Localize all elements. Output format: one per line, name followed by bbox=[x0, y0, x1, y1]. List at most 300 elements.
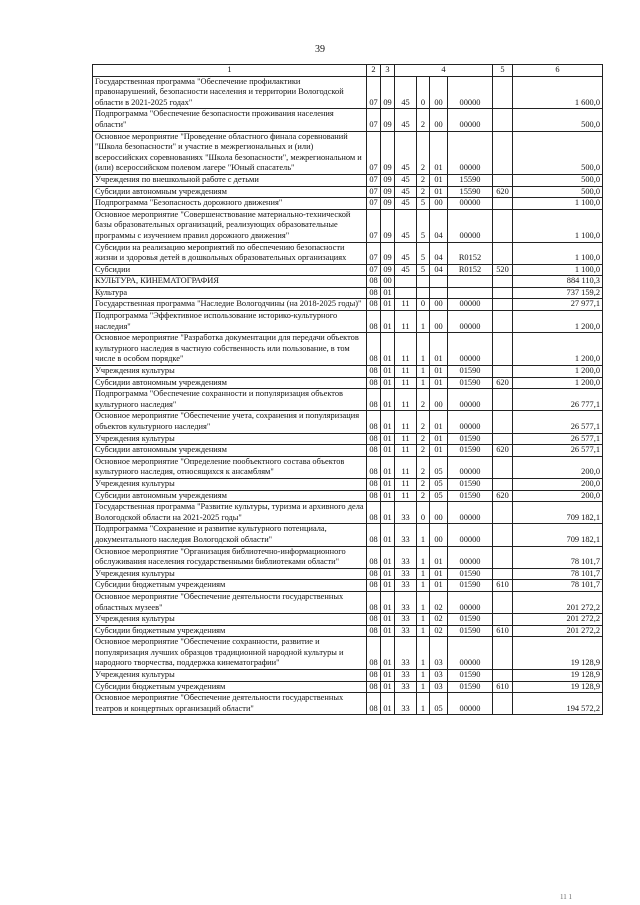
row-subsection: 09 bbox=[381, 174, 395, 186]
row-direction: 01590 bbox=[448, 433, 493, 445]
row-amount: 500,0 bbox=[513, 186, 603, 198]
row-event: 00 bbox=[430, 311, 448, 333]
header-col-6: 6 bbox=[513, 65, 603, 77]
row-subsection: 01 bbox=[381, 456, 395, 478]
row-event: 03 bbox=[430, 681, 448, 693]
row-subprogram: 1 bbox=[417, 546, 430, 568]
row-event: 01 bbox=[430, 131, 448, 174]
row-program: 33 bbox=[395, 681, 417, 693]
row-subsection: 01 bbox=[381, 625, 395, 637]
table-row bbox=[93, 670, 603, 682]
row-subprogram: 0 bbox=[417, 299, 430, 311]
row-subsection: 01 bbox=[381, 614, 395, 626]
row-amount: 26 577,1 bbox=[513, 433, 603, 445]
row-subsection: 01 bbox=[381, 478, 395, 490]
row-amount: 1 100,0 bbox=[513, 264, 603, 276]
row-section: 07 bbox=[367, 209, 381, 242]
row-amount: 26 577,1 bbox=[513, 445, 603, 457]
row-amount: 1 200,0 bbox=[513, 333, 603, 366]
row-program: 11 bbox=[395, 389, 417, 411]
row-section: 08 bbox=[367, 287, 381, 299]
row-event: 01 bbox=[430, 377, 448, 389]
row-expense-type bbox=[493, 198, 513, 210]
row-expense-type bbox=[493, 637, 513, 670]
row-program: 11 bbox=[395, 411, 417, 433]
table-row bbox=[93, 693, 603, 715]
row-event: 00 bbox=[430, 389, 448, 411]
row-program: 33 bbox=[395, 546, 417, 568]
row-name: Учреждения культуры bbox=[93, 366, 367, 378]
row-amount: 201 272,2 bbox=[513, 591, 603, 613]
row-expense-type bbox=[493, 76, 513, 109]
row-name: Основное мероприятие "Определение пообъектного состава объектов культурного наследия, относящихся к ансамблям" bbox=[93, 456, 367, 478]
row-subsection: 01 bbox=[381, 333, 395, 366]
row-event: 00 bbox=[430, 524, 448, 546]
table-row bbox=[93, 411, 603, 433]
row-direction bbox=[448, 276, 493, 288]
row-direction: 01590 bbox=[448, 625, 493, 637]
row-subsection: 01 bbox=[381, 490, 395, 502]
row-program: 33 bbox=[395, 625, 417, 637]
row-expense-type bbox=[493, 591, 513, 613]
table-row bbox=[93, 580, 603, 592]
row-subsection: 01 bbox=[381, 411, 395, 433]
row-section: 08 bbox=[367, 366, 381, 378]
row-name: Субсидии бюджетным учреждениям bbox=[93, 580, 367, 592]
row-amount: 78 101,7 bbox=[513, 546, 603, 568]
row-subprogram: 1 bbox=[417, 333, 430, 366]
row-section: 08 bbox=[367, 411, 381, 433]
row-event: 04 bbox=[430, 209, 448, 242]
row-subsection: 09 bbox=[381, 242, 395, 264]
row-subsection: 01 bbox=[381, 299, 395, 311]
table-row bbox=[93, 568, 603, 580]
table-body bbox=[93, 76, 603, 715]
row-expense-type bbox=[493, 242, 513, 264]
corner-mark: 11 1 bbox=[560, 893, 572, 901]
row-program: 11 bbox=[395, 445, 417, 457]
row-program: 33 bbox=[395, 568, 417, 580]
row-name: Основное мероприятие "Совершенствование материально-технической базы образовательных организаций, реализующих образовательные программы с изучением правил дорожного движения" bbox=[93, 209, 367, 242]
row-name: Учреждения по внешкольной работе с детьми bbox=[93, 174, 367, 186]
row-program: 45 bbox=[395, 186, 417, 198]
row-subsection: 09 bbox=[381, 264, 395, 276]
row-section: 08 bbox=[367, 377, 381, 389]
row-event: 01 bbox=[430, 411, 448, 433]
row-event: 01 bbox=[430, 186, 448, 198]
row-amount: 1 100,0 bbox=[513, 242, 603, 264]
row-section: 08 bbox=[367, 445, 381, 457]
row-direction: 01590 bbox=[448, 445, 493, 457]
row-section: 08 bbox=[367, 478, 381, 490]
row-name: Основное мероприятие "Обеспечение сохранности, развитие и популяризация лучших образцов традиционной народной культуры и народного творчества, поддержка кинематографии" bbox=[93, 637, 367, 670]
row-name: Подпрограмма "Сохранение и развитие культурного потенциала, документального наследия Вологодской области" bbox=[93, 524, 367, 546]
row-subprogram bbox=[417, 287, 430, 299]
table-row bbox=[93, 366, 603, 378]
row-section: 08 bbox=[367, 591, 381, 613]
row-expense-type: 620 bbox=[493, 445, 513, 457]
row-section: 08 bbox=[367, 693, 381, 715]
row-direction: 00000 bbox=[448, 299, 493, 311]
row-direction: 01590 bbox=[448, 681, 493, 693]
header-col-1: 1 bbox=[93, 65, 367, 77]
row-event: 00 bbox=[430, 109, 448, 131]
row-expense-type bbox=[493, 478, 513, 490]
row-name: Субсидии автономным учреждениям bbox=[93, 186, 367, 198]
table-row bbox=[93, 333, 603, 366]
row-section: 08 bbox=[367, 637, 381, 670]
row-section: 08 bbox=[367, 389, 381, 411]
table-row bbox=[93, 445, 603, 457]
row-program bbox=[395, 276, 417, 288]
row-expense-type: 620 bbox=[493, 490, 513, 502]
table-row bbox=[93, 456, 603, 478]
row-event: 05 bbox=[430, 456, 448, 478]
row-expense-type bbox=[493, 209, 513, 242]
row-amount: 500,0 bbox=[513, 131, 603, 174]
row-amount: 1 100,0 bbox=[513, 198, 603, 210]
row-program: 11 bbox=[395, 490, 417, 502]
row-section: 07 bbox=[367, 198, 381, 210]
row-subprogram: 1 bbox=[417, 568, 430, 580]
row-expense-type: 610 bbox=[493, 681, 513, 693]
row-direction: 00000 bbox=[448, 131, 493, 174]
row-section: 08 bbox=[367, 670, 381, 682]
row-program: 11 bbox=[395, 478, 417, 490]
row-event: 00 bbox=[430, 198, 448, 210]
row-direction: 15590 bbox=[448, 186, 493, 198]
row-name: КУЛЬТУРА, КИНЕМАТОГРАФИЯ bbox=[93, 276, 367, 288]
row-amount: 200,0 bbox=[513, 478, 603, 490]
row-subprogram: 1 bbox=[417, 524, 430, 546]
row-section: 08 bbox=[367, 456, 381, 478]
row-name: Подпрограмма "Эффективное использование историко-культурного наследия" bbox=[93, 311, 367, 333]
row-direction: 01590 bbox=[448, 614, 493, 626]
row-expense-type bbox=[493, 299, 513, 311]
table-row bbox=[93, 433, 603, 445]
row-name: Основное мероприятие "Организация библиотечно-информационного обслуживания населения государственными библиотеками области" bbox=[93, 546, 367, 568]
table-row bbox=[93, 311, 603, 333]
row-expense-type: 520 bbox=[493, 264, 513, 276]
row-event: 02 bbox=[430, 591, 448, 613]
row-section: 08 bbox=[367, 546, 381, 568]
row-section: 08 bbox=[367, 625, 381, 637]
table-row bbox=[93, 186, 603, 198]
row-subsection: 09 bbox=[381, 109, 395, 131]
row-amount: 200,0 bbox=[513, 456, 603, 478]
row-name: Субсидии бюджетным учреждениям bbox=[93, 625, 367, 637]
header-col-2: 2 bbox=[367, 65, 381, 77]
row-subprogram: 2 bbox=[417, 490, 430, 502]
row-expense-type bbox=[493, 276, 513, 288]
row-direction: 00000 bbox=[448, 411, 493, 433]
row-name: Учреждения культуры bbox=[93, 670, 367, 682]
row-program: 45 bbox=[395, 174, 417, 186]
row-subsection: 01 bbox=[381, 389, 395, 411]
row-amount: 1 600,0 bbox=[513, 76, 603, 109]
row-section: 08 bbox=[367, 681, 381, 693]
row-section: 08 bbox=[367, 333, 381, 366]
row-event bbox=[430, 276, 448, 288]
row-expense-type bbox=[493, 287, 513, 299]
row-direction: 01590 bbox=[448, 670, 493, 682]
row-subsection: 01 bbox=[381, 433, 395, 445]
row-amount: 500,0 bbox=[513, 174, 603, 186]
row-subsection: 01 bbox=[381, 591, 395, 613]
row-expense-type bbox=[493, 333, 513, 366]
row-program: 11 bbox=[395, 366, 417, 378]
row-direction: 00000 bbox=[448, 333, 493, 366]
row-name: Подпрограмма "Обеспечение сохранности и популяризация объектов культурного наследия" bbox=[93, 389, 367, 411]
row-section: 08 bbox=[367, 580, 381, 592]
row-subsection: 01 bbox=[381, 311, 395, 333]
row-amount: 709 182,1 bbox=[513, 524, 603, 546]
row-subsection: 01 bbox=[381, 580, 395, 592]
row-amount: 19 128,9 bbox=[513, 681, 603, 693]
table-row bbox=[93, 546, 603, 568]
row-event: 01 bbox=[430, 580, 448, 592]
row-subprogram: 2 bbox=[417, 131, 430, 174]
row-expense-type bbox=[493, 568, 513, 580]
table-row bbox=[93, 264, 603, 276]
row-subprogram: 1 bbox=[417, 591, 430, 613]
table-row bbox=[93, 625, 603, 637]
row-subprogram: 2 bbox=[417, 389, 430, 411]
row-amount: 19 128,9 bbox=[513, 637, 603, 670]
row-event: 01 bbox=[430, 174, 448, 186]
row-direction: 01590 bbox=[448, 490, 493, 502]
row-event: 04 bbox=[430, 242, 448, 264]
row-amount: 1 200,0 bbox=[513, 311, 603, 333]
table-header-row bbox=[93, 65, 603, 77]
row-subsection: 09 bbox=[381, 131, 395, 174]
row-direction: 00000 bbox=[448, 502, 493, 524]
row-direction: 00000 bbox=[448, 76, 493, 109]
row-amount: 26 777,1 bbox=[513, 389, 603, 411]
row-event: 01 bbox=[430, 333, 448, 366]
row-section: 08 bbox=[367, 502, 381, 524]
row-subsection: 01 bbox=[381, 502, 395, 524]
row-event: 01 bbox=[430, 433, 448, 445]
row-event: 05 bbox=[430, 693, 448, 715]
table-row bbox=[93, 276, 603, 288]
row-amount: 737 159,2 bbox=[513, 287, 603, 299]
row-subprogram: 1 bbox=[417, 637, 430, 670]
row-subsection: 01 bbox=[381, 546, 395, 568]
row-expense-type bbox=[493, 109, 513, 131]
row-subprogram: 2 bbox=[417, 411, 430, 433]
row-name: Государственная программа "Развитие культуры, туризма и архивного дела Вологодской области на 2021-2025 годы" bbox=[93, 502, 367, 524]
row-event: 02 bbox=[430, 614, 448, 626]
row-amount: 1 200,0 bbox=[513, 366, 603, 378]
row-program: 33 bbox=[395, 580, 417, 592]
row-program: 45 bbox=[395, 198, 417, 210]
row-direction: 01590 bbox=[448, 377, 493, 389]
table-row bbox=[93, 377, 603, 389]
row-program: 45 bbox=[395, 76, 417, 109]
row-expense-type: 610 bbox=[493, 625, 513, 637]
row-direction: 15590 bbox=[448, 174, 493, 186]
row-subprogram: 2 bbox=[417, 456, 430, 478]
row-direction bbox=[448, 287, 493, 299]
row-subprogram: 1 bbox=[417, 681, 430, 693]
row-subprogram bbox=[417, 276, 430, 288]
row-section: 07 bbox=[367, 131, 381, 174]
row-program: 11 bbox=[395, 299, 417, 311]
row-program: 45 bbox=[395, 109, 417, 131]
row-section: 08 bbox=[367, 614, 381, 626]
row-event: 01 bbox=[430, 568, 448, 580]
budget-table bbox=[92, 64, 603, 715]
row-direction: 01590 bbox=[448, 568, 493, 580]
row-subprogram: 1 bbox=[417, 311, 430, 333]
row-program: 33 bbox=[395, 614, 417, 626]
row-direction: 00000 bbox=[448, 456, 493, 478]
row-expense-type bbox=[493, 456, 513, 478]
row-expense-type: 620 bbox=[493, 377, 513, 389]
row-name: Субсидии на реализацию мероприятий по обеспечению безопасности жизни и здоровья детей в дошкольных образовательных организациях bbox=[93, 242, 367, 264]
table-row bbox=[93, 524, 603, 546]
row-program: 33 bbox=[395, 502, 417, 524]
row-program: 11 bbox=[395, 333, 417, 366]
row-program: 45 bbox=[395, 264, 417, 276]
row-section: 07 bbox=[367, 186, 381, 198]
row-subsection: 01 bbox=[381, 693, 395, 715]
row-subprogram: 1 bbox=[417, 670, 430, 682]
row-event: 00 bbox=[430, 502, 448, 524]
row-program: 33 bbox=[395, 524, 417, 546]
row-event: 01 bbox=[430, 445, 448, 457]
row-expense-type bbox=[493, 670, 513, 682]
row-program: 11 bbox=[395, 377, 417, 389]
row-amount: 1 200,0 bbox=[513, 377, 603, 389]
row-section: 08 bbox=[367, 299, 381, 311]
row-subsection: 01 bbox=[381, 366, 395, 378]
table-row bbox=[93, 287, 603, 299]
row-direction: 01590 bbox=[448, 366, 493, 378]
row-name: Основное мероприятие "Разработка документации для передачи объектов культурного наследия в частную собственность или пользование, в том числе в особом порядке" bbox=[93, 333, 367, 366]
row-direction: R0152 bbox=[448, 242, 493, 264]
table-row bbox=[93, 681, 603, 693]
row-section: 08 bbox=[367, 490, 381, 502]
table-row bbox=[93, 637, 603, 670]
row-subprogram: 5 bbox=[417, 209, 430, 242]
row-amount: 709 182,1 bbox=[513, 502, 603, 524]
row-direction: 01590 bbox=[448, 580, 493, 592]
row-program: 33 bbox=[395, 693, 417, 715]
row-direction: 00000 bbox=[448, 591, 493, 613]
row-name: Основное мероприятие "Обеспечение деятельности государственных областных музеев" bbox=[93, 591, 367, 613]
table-row bbox=[93, 502, 603, 524]
table-row bbox=[93, 490, 603, 502]
row-subprogram: 5 bbox=[417, 264, 430, 276]
row-subprogram: 0 bbox=[417, 502, 430, 524]
row-event: 05 bbox=[430, 478, 448, 490]
table-row bbox=[93, 591, 603, 613]
row-subsection: 09 bbox=[381, 186, 395, 198]
row-amount: 1 100,0 bbox=[513, 209, 603, 242]
row-section: 07 bbox=[367, 242, 381, 264]
row-program: 11 bbox=[395, 456, 417, 478]
row-subprogram: 1 bbox=[417, 377, 430, 389]
row-section: 08 bbox=[367, 311, 381, 333]
row-expense-type bbox=[493, 433, 513, 445]
row-amount: 884 110,3 bbox=[513, 276, 603, 288]
table-row bbox=[93, 478, 603, 490]
row-subprogram: 2 bbox=[417, 445, 430, 457]
row-subsection: 01 bbox=[381, 637, 395, 670]
row-amount: 27 977,1 bbox=[513, 299, 603, 311]
row-event: 03 bbox=[430, 670, 448, 682]
row-name: Подпрограмма "Обеспечение безопасности проживания населения области" bbox=[93, 109, 367, 131]
row-subsection: 01 bbox=[381, 681, 395, 693]
row-expense-type bbox=[493, 411, 513, 433]
row-direction: R0152 bbox=[448, 264, 493, 276]
row-event: 00 bbox=[430, 299, 448, 311]
row-name: Государственная программа "Обеспечение профилактики правонарушений, безопасности населения и территории Вологодской области в 2021-2025 годах" bbox=[93, 76, 367, 109]
page-number: 39 bbox=[315, 44, 325, 55]
table-row bbox=[93, 299, 603, 311]
row-program: 33 bbox=[395, 591, 417, 613]
row-expense-type bbox=[493, 311, 513, 333]
row-name: Субсидии бюджетным учреждениям bbox=[93, 681, 367, 693]
row-expense-type bbox=[493, 389, 513, 411]
row-name: Учреждения культуры bbox=[93, 478, 367, 490]
row-section: 07 bbox=[367, 109, 381, 131]
row-subprogram: 2 bbox=[417, 174, 430, 186]
row-name: Субсидии автономным учреждениям bbox=[93, 490, 367, 502]
row-expense-type bbox=[493, 366, 513, 378]
row-program: 45 bbox=[395, 131, 417, 174]
table-row bbox=[93, 389, 603, 411]
row-expense-type bbox=[493, 614, 513, 626]
row-expense-type bbox=[493, 693, 513, 715]
row-event: 01 bbox=[430, 366, 448, 378]
row-event: 01 bbox=[430, 546, 448, 568]
row-section: 08 bbox=[367, 568, 381, 580]
header-col-5: 5 bbox=[493, 65, 513, 77]
row-expense-type bbox=[493, 502, 513, 524]
row-subsection: 01 bbox=[381, 287, 395, 299]
row-subprogram: 1 bbox=[417, 625, 430, 637]
row-subsection: 09 bbox=[381, 198, 395, 210]
row-subsection: 09 bbox=[381, 209, 395, 242]
row-name: Субсидии автономным учреждениям bbox=[93, 377, 367, 389]
row-subprogram: 2 bbox=[417, 186, 430, 198]
row-subprogram: 0 bbox=[417, 76, 430, 109]
row-subsection: 01 bbox=[381, 445, 395, 457]
row-subsection: 01 bbox=[381, 670, 395, 682]
row-name: Учреждения культуры bbox=[93, 568, 367, 580]
row-program: 11 bbox=[395, 433, 417, 445]
row-expense-type bbox=[493, 546, 513, 568]
row-expense-type: 620 bbox=[493, 186, 513, 198]
row-subprogram: 2 bbox=[417, 109, 430, 131]
row-direction: 00000 bbox=[448, 109, 493, 131]
row-subsection: 01 bbox=[381, 524, 395, 546]
row-section: 07 bbox=[367, 264, 381, 276]
row-direction: 00000 bbox=[448, 311, 493, 333]
row-event: 00 bbox=[430, 76, 448, 109]
row-program: 33 bbox=[395, 637, 417, 670]
row-expense-type bbox=[493, 131, 513, 174]
row-amount: 78 101,7 bbox=[513, 580, 603, 592]
row-event: 05 bbox=[430, 490, 448, 502]
table-row bbox=[93, 614, 603, 626]
row-direction: 00000 bbox=[448, 389, 493, 411]
row-name: Основное мероприятие "Обеспечение учета, сохранения и популяризация объектов культурного наследия" bbox=[93, 411, 367, 433]
table-row bbox=[93, 76, 603, 109]
